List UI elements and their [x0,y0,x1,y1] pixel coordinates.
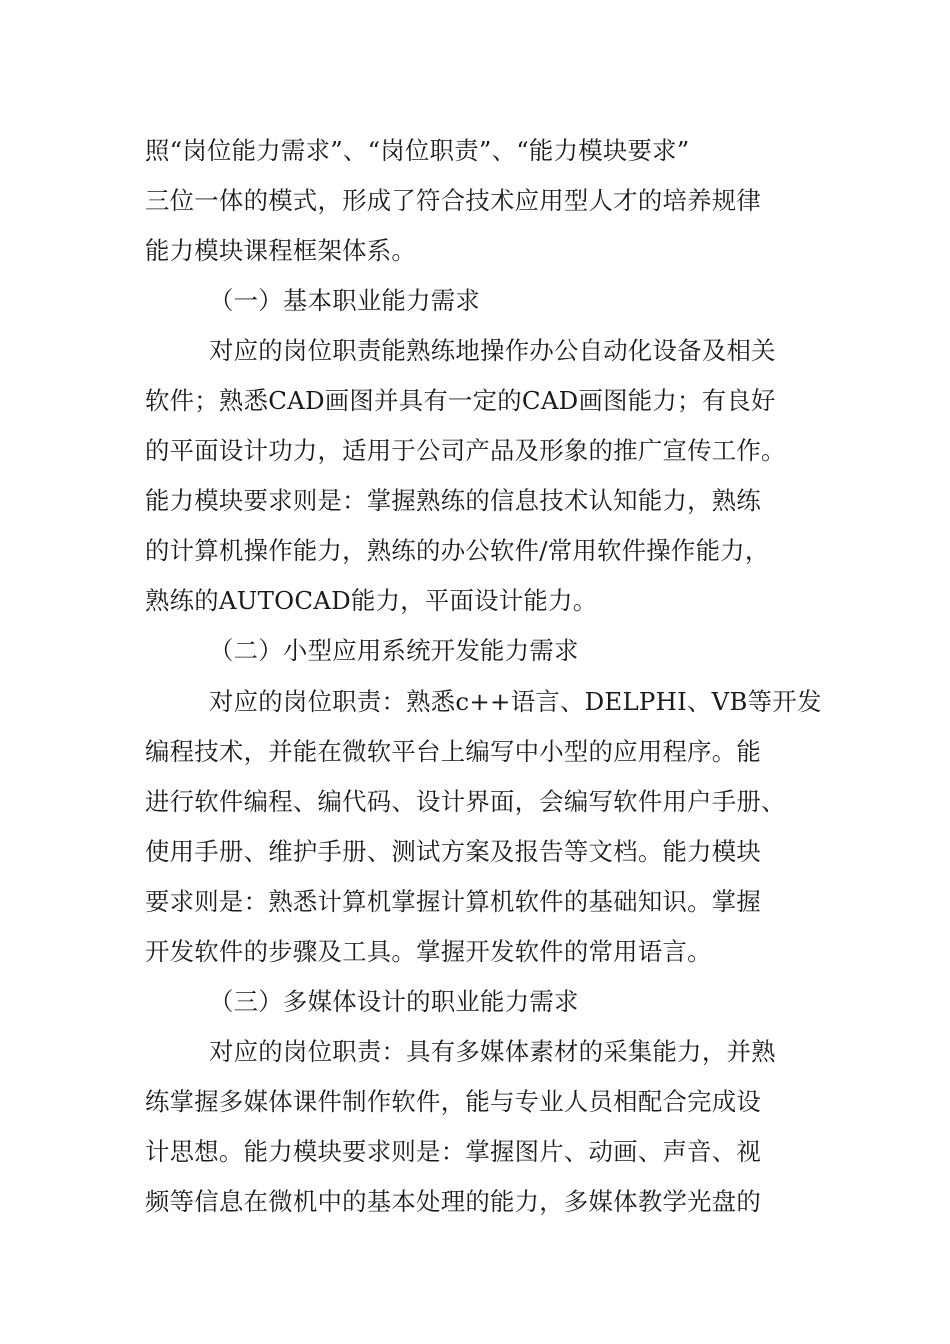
text-line: 三位一体的模式，形成了符合技术应用型人才的培养规律 [145,186,762,216]
text-line: 对应的岗位职责：具有多媒体素材的采集能力，并熟 [209,1036,776,1066]
text-line: 能力模块课程框架体系。 [145,236,417,266]
text-line: 软件；熟悉CAD画图并具有一定的CAD画图能力；有良好 [145,386,776,416]
text-line: 频等信息在微机中的基本处理的能力，多媒体教学光盘的 [145,1186,762,1216]
text-line: 熟练的AUTOCAD能力，平面设计能力。 [145,586,598,616]
section-heading-2: （二）小型应用系统开发能力需求 [209,636,579,666]
text-line: 编程技术，并能在微软平台上编写中小型的应用程序。能 [145,736,762,766]
section-heading-3: （三）多媒体设计的职业能力需求 [209,986,579,1016]
document-body [145,126,822,1227]
text-line: 能力模块要求则是：掌握熟练的信息技术认知能力，熟练 [145,486,762,516]
text-line: 的计算机操作能力，熟练的办公软件/常用软件操作能力， [145,536,770,566]
text-line: 计思想。能力模块要求则是：掌握图片、动画、声音、视 [145,1136,762,1166]
text-line: 照“岗位能力需求”、“岗位职责”、“能力模块要求” [145,136,690,165]
text-line: 开发软件的步骤及工具。掌握开发软件的常用语言。 [145,936,712,966]
text-line: 要求则是：熟悉计算机掌握计算机软件的基础知识。掌握 [145,886,762,916]
text-line: 进行软件编程、编代码、设计界面，会编写软件用户手册、 [145,786,786,816]
text-line: 练掌握多媒体课件制作软件，能与专业人员相配合完成设 [145,1086,762,1116]
text-line: 使用手册、维护手册、测试方案及报告等文档。能力模块 [145,836,762,866]
text-line: 对应的岗位职责：熟悉c++语言、DELPHI、VB等开发 [209,686,822,716]
section-heading-1: （一）基本职业能力需求 [209,286,481,316]
text-line: 的平面设计功力，适用于公司产品及形象的推广宣传工作。 [145,436,786,466]
text-line: 对应的岗位职责能熟练地操作办公自动化设备及相关 [209,336,776,366]
